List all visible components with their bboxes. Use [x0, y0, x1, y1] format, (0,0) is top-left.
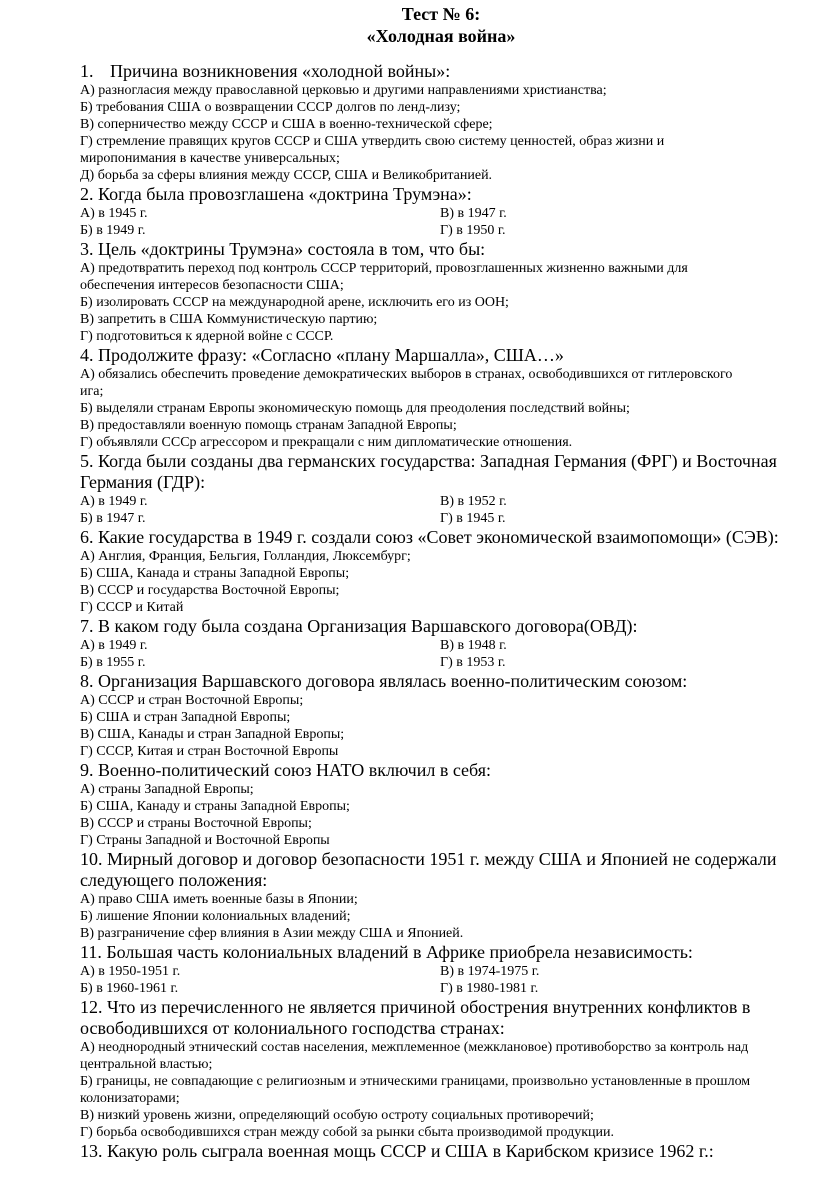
question-text: 1. Причина возникновения «холодной войны»: [80, 61, 451, 81]
question-8 [80, 671, 802, 760]
answer-d: Г) подготовиться к ядерной войне с СССР. [80, 329, 334, 344]
answer-c: В) предоставляли военную помощь странам Западной Европы; [80, 418, 457, 433]
answer-b: Б) в 1947 г. [80, 511, 146, 526]
answer-c: В) в 1974-1975 г. [440, 964, 540, 979]
answer-row [80, 493, 802, 510]
answer-a: А) в 1949 г. [80, 494, 148, 509]
answer-row [80, 980, 802, 997]
answer-a: А) СССР и стран Восточной Европы; [80, 693, 304, 708]
answer-a: А) разногласия между православной церковью и другими направлениями христианства; [80, 83, 607, 98]
answer-row [80, 222, 802, 239]
question-text-cont: следующего положения: [80, 870, 268, 890]
answer-a-cont: центральной властью; [80, 1057, 213, 1072]
question-text: 2. Когда была провозглашена «доктрина Трумэна»: [80, 184, 472, 204]
question-text: 9. Военно-политический союз НАТО включил в себя: [80, 760, 492, 780]
answer-c: В) запретить в США Коммунистическую партию; [80, 312, 378, 327]
question-2 [80, 184, 802, 239]
test-subtitle: «Холодная война» [366, 26, 516, 46]
answer-a: А) Англия, Франция, Бельгия, Голландия, Люксембург; [80, 549, 411, 564]
question-text: 4. Продолжите фразу: «Согласно «плану Маршалла», США…» [80, 345, 564, 365]
answer-a: А) в 1945 г. [80, 206, 148, 221]
answer-c: В) низкий уровень жизни, определяющий особую остроту социальных противоречий; [80, 1108, 594, 1123]
question-text: 5. Когда были созданы два германских государства: Западная Германия (ФРГ) и Восточная [80, 451, 777, 471]
answer-b: Б) в 1955 г. [80, 655, 146, 670]
question-text: 11. Большая часть колониальных владений в Африке приобрела независимость: [80, 942, 693, 962]
question-9 [80, 760, 802, 849]
answer-a: А) в 1950-1951 г. [80, 964, 181, 979]
answer-b: Б) США, Канада и страны Западной Европы; [80, 566, 350, 581]
answer-d: Г) СССР, Китая и стран Восточной Европы [80, 744, 339, 759]
answer-a: А) предотвратить переход под контроль СССР территорий, провозглашенных жизненно важными для [80, 261, 688, 276]
answer-d-cont: миропонимания в качестве универсальных; [80, 151, 340, 166]
answer-b: Б) выделяли странам Европы экономическую помощь для преодоления последствий войны; [80, 401, 630, 416]
question-text: 12. Что из перечисленного не является причиной обострения внутренних конфликтов в [80, 997, 751, 1017]
answer-d: Г) в 1945 г. [440, 511, 506, 526]
answer-d: Г) стремление правящих кругов СССР и США утвердить свою систему ценностей, образ жизни и [80, 134, 665, 149]
answer-b-cont: колонизаторами; [80, 1091, 180, 1106]
answer-c: В) в 1947 г. [440, 206, 507, 221]
answer-d: Г) борьба освободившихся стран между собой за рынки сбыта производимой продукции. [80, 1125, 614, 1140]
answer-b: Б) в 1960-1961 г. [80, 981, 179, 996]
answer-a: А) неоднородный этнический состав населения, межплеменное (межклановое) противоборство за контроль над [80, 1040, 749, 1055]
question-5 [80, 451, 802, 527]
answer-b: Б) в 1949 г. [80, 223, 146, 238]
question-text: 13. Какую роль сыграла военная мощь СССР и США в Карибском кризисе 1962 г.: [80, 1141, 714, 1161]
answer-d: Г) в 1953 г. [440, 655, 506, 670]
answer-c: В) СССР и страны Восточной Европы; [80, 816, 312, 831]
answer-row [80, 963, 802, 980]
answer-c: В) СССР и государства Восточной Европы; [80, 583, 340, 598]
answer-d: Г) СССР и Китай [80, 600, 184, 615]
answer-d: Г) Страны Западной и Восточной Европы [80, 833, 330, 848]
answer-d: Г) объявляли СССр агрессором и прекращали с ним дипломатические отношения. [80, 435, 573, 450]
question-6 [80, 527, 802, 616]
answer-a: А) страны Западной Европы; [80, 782, 254, 797]
answer-e: Д) борьба за сферы влияния между СССР, США и Великобританией. [80, 168, 493, 183]
answer-b: Б) США, Канаду и страны Западной Европы; [80, 799, 350, 814]
answer-a: А) обязались обеспечить проведение демократических выборов в странах, освободившихся от гитлеровского [80, 367, 733, 382]
answer-a: А) право США иметь военные базы в Японии; [80, 892, 358, 907]
test-title: Тест № 6: [401, 4, 481, 24]
question-text: 7. В каком году была создана Организация Варшавского договора(ОВД): [80, 616, 638, 636]
answer-a-cont: обеспечения интересов безопасности США; [80, 278, 344, 293]
answer-c: В) разграничение сфер влияния в Азии между США и Японией. [80, 926, 464, 941]
answer-row [80, 654, 802, 671]
question-text: 6. Какие государства в 1949 г. создали союз «Совет экономической взаимопомощи» (СЭВ): [80, 527, 779, 547]
answer-b: Б) границы, не совпадающие с религиозным и этническими границами, произвольно установленные в прошлом [80, 1074, 751, 1089]
question-text-cont: Германия (ГДР): [80, 472, 206, 492]
answer-d: Г) в 1950 г. [440, 223, 506, 238]
answer-a-cont: ига; [80, 384, 104, 399]
answer-a: А) в 1949 г. [80, 638, 148, 653]
question-10 [80, 849, 802, 942]
question-1 [80, 61, 802, 184]
question-text: 8. Организация Варшавского договора являлась военно-политическим союзом: [80, 671, 688, 691]
answer-c: В) в 1952 г. [440, 494, 507, 509]
question-7 [80, 616, 802, 671]
answer-c: В) США, Канады и стран Западной Европы; [80, 727, 345, 742]
question-12 [80, 997, 802, 1141]
question-text-cont: освободившихся от колониального господства странах: [80, 1018, 505, 1038]
answer-c: В) в 1948 г. [440, 638, 507, 653]
answer-b: Б) требования США о возвращении СССР долгов по ленд-лизу; [80, 100, 461, 115]
question-13 [80, 1141, 802, 1162]
answer-row [80, 637, 802, 654]
answer-d: Г) в 1980-1981 г. [440, 981, 539, 996]
question-11 [80, 942, 802, 997]
question-text: 3. Цель «доктрины Трумэна» состояла в том, что бы: [80, 239, 486, 259]
answer-row [80, 205, 802, 222]
question-text: 10. Мирный договор и договор безопасности 1951 г. между США и Японией не содержали [80, 849, 777, 869]
answer-c: В) соперничество между СССР и США в военно-технической сфере; [80, 117, 493, 132]
answer-b: Б) США и стран Западной Европы; [80, 710, 291, 725]
question-3 [80, 239, 802, 345]
answer-b: Б) изолировать СССР на международной арене, исключить его из ООН; [80, 295, 509, 310]
title-block [80, 3, 802, 47]
question-4 [80, 345, 802, 451]
answer-b: Б) лишение Японии колониальных владений; [80, 909, 351, 924]
answer-row [80, 510, 802, 527]
